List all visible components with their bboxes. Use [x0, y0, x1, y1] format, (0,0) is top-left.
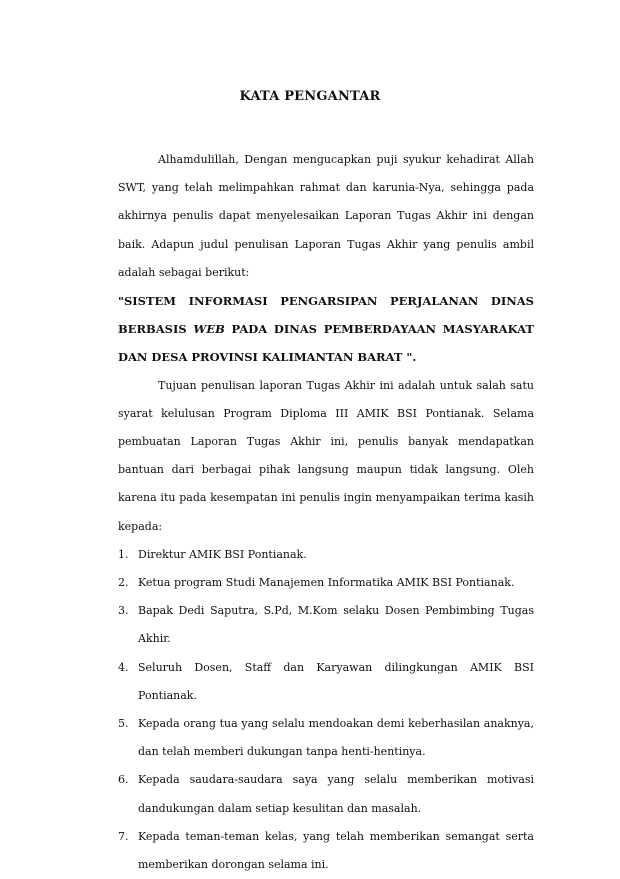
list-number: 5. [118, 717, 129, 731]
list-item [118, 766, 534, 822]
report-title [118, 287, 534, 372]
list-text: Direktur AMIK BSI Pontianak. [138, 547, 307, 561]
list-text: Kepada teman-teman kelas, yang telah memberikan semangat serta memberikan dorongan selama ini. [138, 829, 534, 872]
list-item [118, 597, 534, 653]
list-item [118, 710, 534, 766]
list-item [118, 569, 534, 597]
purpose-paragraph: Tujuan penulisan laporan Tugas Akhir ini adalah untuk salah satu syarat kelulusan Program Diploma III AMIK BSI Pontianak. Selama pembuatan Laporan Tugas Akhir ini, penulis banyak mendapatkan bantuan dari berbagai pihak langsung maupun tidak langsung. Oleh karena itu pada kesempatan ini penulis ingin menyampaikan terima kasih kepada: [118, 378, 534, 533]
list-number: 6. [118, 773, 129, 787]
page-title: KATA PENGANTAR [239, 89, 381, 104]
list-text: Ketua program Studi Manajemen Informatika AMIK BSI Pontianak. [138, 576, 515, 590]
report-title-part2: PADA DINAS PEMBERDAYAAN MASYARAKAT DAN DESA PROVINSI KALIMANTAN BARAT ". [118, 322, 534, 365]
list-number: 4. [118, 660, 129, 674]
list-number: 7. [118, 829, 129, 843]
list-number: 1. [118, 547, 129, 561]
list-item [118, 823, 534, 879]
list-text: Kepada saudara-saudara saya yang selalu memberikan motivasi dandukungan dalam setiap kesulitan dan masalah. [138, 773, 534, 815]
list-text: Bapak Dedi Saputra, S.Pd, M.Kom selaku Dosen Pembimbing Tugas Akhir. [138, 604, 534, 646]
list-text: Kepada orang tua yang selalu mendoakan demi keberhasilan anaknya, dan telah memberi dukungan tanpa henti-hentinya. [138, 717, 534, 759]
thanks-list [118, 541, 534, 879]
list-number: 2. [118, 576, 129, 590]
list-number: 3. [118, 604, 129, 618]
list-item [118, 541, 534, 569]
report-title-part1: "SISTEM INFORMASI PENGARSIPAN PERJALANAN DINAS BERBASIS [118, 294, 534, 337]
list-item [118, 654, 534, 710]
intro-paragraph: Alhamdulillah, Dengan mengucapkan puji syukur kehadirat Allah SWT, yang telah melimpahkan rahmat dan karunia-Nya, sehingga pada akhirnya penulis dapat menyelesaikan Laporan Tugas Akhir ini dengan baik. Adapun judul penulisan Laporan Tugas Akhir yang penulis ambil adalah sebagai berikut: [118, 153, 534, 279]
document-body [118, 146, 534, 879]
report-title-web: WEB [193, 322, 225, 337]
list-text: Seluruh Dosen, Staff dan Karyawan dilingkungan AMIK BSI Pontianak. [138, 660, 534, 702]
